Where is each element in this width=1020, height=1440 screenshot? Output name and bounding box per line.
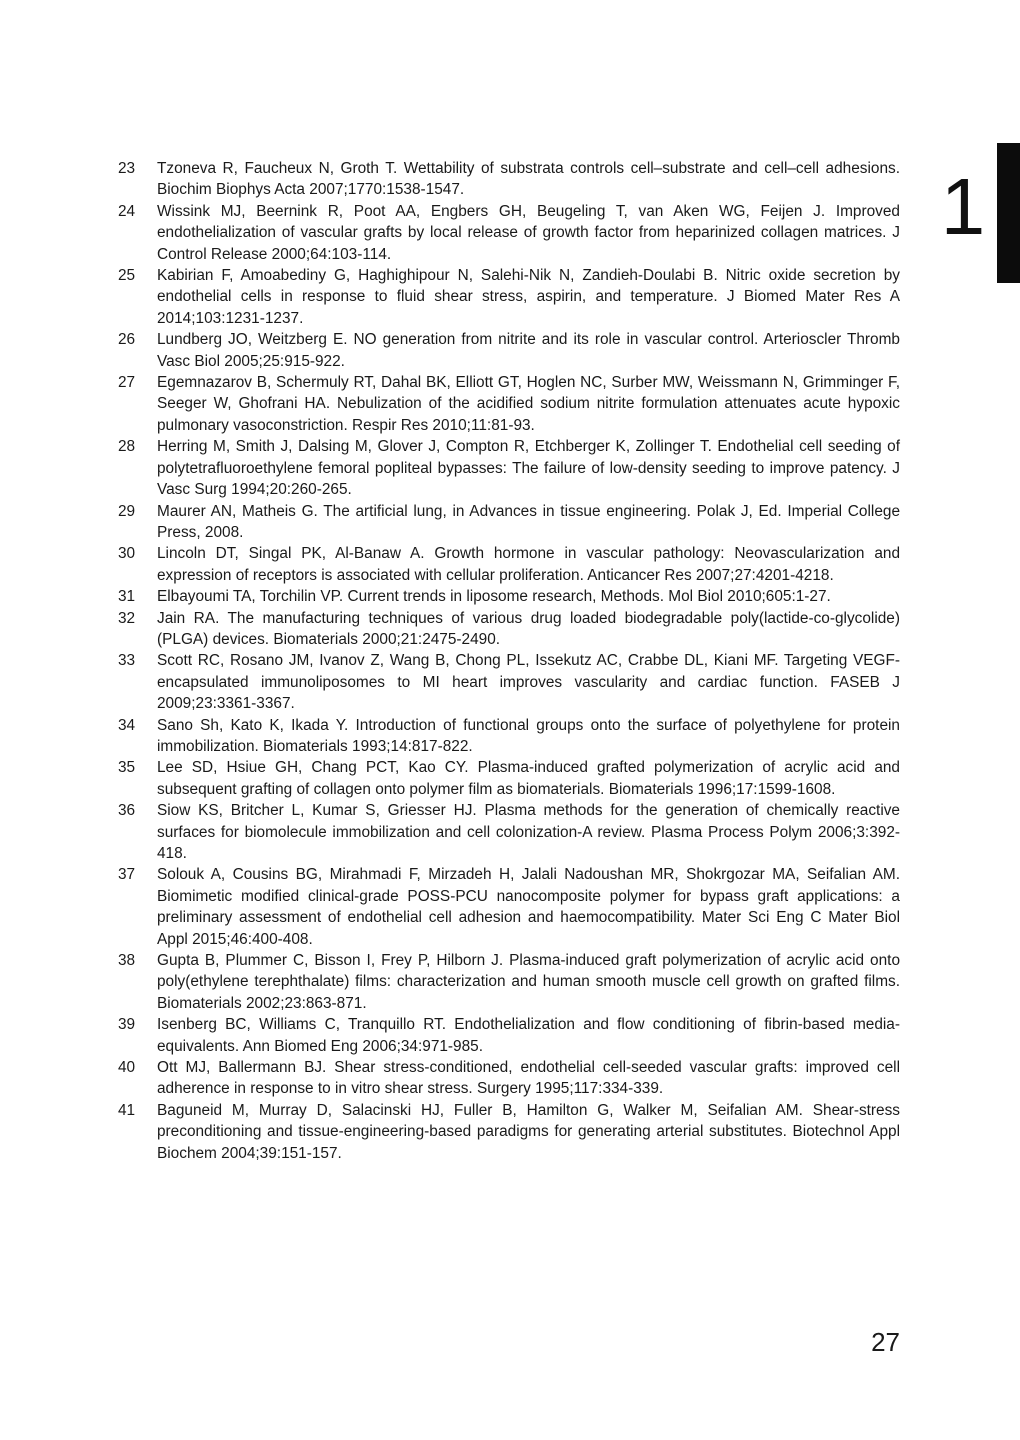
reference-text: Egemnazarov B, Schermuly RT, Dahal BK, Elliott GT, Hoglen NC, Surber MW, Weissmann N, Grimminger F, Seeger W, Ghofrani HA. Nebulization of the acidified sodium nitrite formulation attenuates acute hypoxic pulmonary vasoconstriction. Respir Res 2010;11:81-93.	[157, 374, 900, 434]
reference-number: 38	[118, 952, 136, 970]
reference-text: Baguneid M, Murray D, Salacinski HJ, Fuller B, Hamilton G, Walker M, Seifalian AM. Shear-stress preconditioning and tissue-engineering-based paradigms for generating arterial substitutes. Biotechnol Appl Biochem 2004;39:151-157.	[157, 1101, 900, 1162]
reference-number: 23	[118, 160, 136, 177]
reference-text: Gupta B, Plummer C, Bisson I, Frey P, Hilborn J. Plasma-induced graft polymerization of acrylic acid onto poly(ethylene terephthalate) films: characterization and human smooth muscle cell growth on grafted films. Biomaterials 2002;23:863-871.	[157, 952, 900, 1012]
chapter-tab-bar	[997, 143, 1020, 283]
reference-number: 36	[118, 802, 136, 820]
reference-item	[118, 501, 900, 544]
reference-item	[118, 1014, 900, 1057]
reference-number: 24	[118, 202, 136, 220]
reference-text: Lincoln DT, Singal PK, Al-Banaw A. Growth hormone in vascular pathology: Neovascularization and expression of receptors is associated with cellular proliferation. Anticancer Res 2007;27:4201-4218.	[157, 545, 900, 584]
reference-item	[118, 586, 900, 607]
reference-item	[118, 757, 900, 800]
reference-number: 31	[118, 588, 136, 606]
reference-text: Kabirian F, Amoabediny G, Haghighipour N, Salehi-Nik N, Zandieh-Doulabi B. Nitric oxide secretion by endothelial cells in response to fluid shear stress, aspirin, and temperature. J Biomed Mater Res A 2014;103:1231-1237.	[157, 267, 900, 327]
reference-item	[118, 608, 900, 651]
reference-text: Ott MJ, Ballermann BJ. Shear stress-conditioned, endothelial cell-seeded vascular grafts: improved cell adherence in response to in vitro shear stress. Surgery 1995;117:334-339.	[157, 1059, 900, 1098]
reference-item	[118, 543, 900, 586]
reference-text: Tzoneva R, Faucheux N, Groth T. Wettability of substrata controls cell–substrate and cell–cell adhesions. Biochim Biophys Acta 2007;1770:1538-1547.	[157, 160, 900, 199]
reference-number: 26	[118, 331, 136, 349]
reference-text: Elbayoumi TA, Torchilin VP. Current trends in liposome research, Methods. Mol Biol 2010;605:1-27.	[157, 588, 831, 606]
reference-number: 29	[118, 502, 136, 520]
reference-item	[118, 864, 900, 950]
reference-item	[118, 265, 900, 329]
reference-item	[118, 1100, 900, 1164]
reference-number: 39	[118, 1016, 136, 1034]
reference-number: 28	[118, 438, 136, 456]
reference-number: 34	[118, 716, 136, 734]
reference-text: Jain RA. The manufacturing techniques of various drug loaded biodegradable poly(lactide-co-glycolide) (PLGA) devices. Biomaterials 2000;21:2475-2490.	[157, 609, 900, 648]
reference-item	[118, 650, 900, 714]
reference-item	[118, 1057, 900, 1100]
reference-item	[118, 950, 900, 1014]
reference-number: 35	[118, 759, 136, 777]
reference-text: Lee SD, Hsiue GH, Chang PCT, Kao CY. Plasma-induced grafted polymerization of acrylic acid and subsequent grafting of collagen onto polymer film as biomaterials. Biomaterials 1996;17:1599-1608.	[157, 759, 900, 798]
reference-item	[118, 715, 900, 758]
reference-text: Sano Sh, Kato K, Ikada Y. Introduction of functional groups onto the surface of polyethylene for protein immobilization. Biomaterials 1993;14:817-822.	[157, 716, 900, 755]
reference-number: 25	[118, 267, 136, 285]
reference-text: Herring M, Smith J, Dalsing M, Glover J, Compton R, Etchberger K, Zollinger T. Endothelial cell seeding of polytetrafluoroethylene femoral popliteal bypasses: The failure of low-density seeding to improve patency. J Vasc Surg 1994;20:260-265.	[157, 438, 900, 499]
reference-text: Maurer AN, Matheis G. The artificial lung, in Advances in tissue engineering. Polak J, Ed. Imperial College Press, 2008.	[157, 502, 900, 541]
reference-text: Wissink MJ, Beernink R, Poot AA, Engbers GH, Beugeling T, van Aken WG, Feijen J. Improved endothelialization of vascular grafts by local release of growth factor from heparinized collagen matrices. J Control Release 2000;64:103-114.	[157, 202, 900, 263]
reference-text: Scott RC, Rosano JM, Ivanov Z, Wang B, Chong PL, Issekutz AC, Crabbe DL, Kiani MF. Targeting VEGF-encapsulated immunoliposomes to MI heart improves vascularity and cardiac function. FASEB J 2009;23:3361-3367.	[157, 652, 900, 713]
reference-item	[118, 372, 900, 436]
reference-item	[118, 800, 900, 864]
references-list	[118, 158, 900, 1164]
reference-number: 40	[118, 1059, 136, 1077]
reference-number: 27	[118, 374, 136, 392]
reference-text: Solouk A, Cousins BG, Mirahmadi F, Mirzadeh H, Jalali Nadoushan MR, Shokrgozar MA, Seifalian AM. Biomimetic modified clinical-grade POSS-PCU nanocomposite polymer for bypass graft applications: a preliminary assessment of endothelial cell adhesion and haemocompatibility. Mater Sci Eng C Mater Biol Appl 2015;46:400-408.	[157, 866, 900, 948]
reference-text: Isenberg BC, Williams C, Tranquillo RT. Endothelialization and flow conditioning of fibrin-based media-equivalents. Ann Biomed Eng 2006;34:971-985.	[157, 1016, 900, 1055]
reference-number: 33	[118, 652, 136, 670]
reference-item	[118, 201, 900, 265]
reference-item	[118, 158, 900, 201]
reference-number: 32	[118, 609, 136, 627]
reference-number: 37	[118, 866, 136, 884]
page-number: 27	[871, 1327, 900, 1357]
reference-text: Siow KS, Britcher L, Kumar S, Griesser HJ. Plasma methods for the generation of chemically reactive surfaces for biomolecule immobilization and cell colonization-A review. Plasma Process Polym 2006;3:392-418.	[157, 802, 900, 862]
reference-item	[118, 436, 900, 500]
reference-item	[118, 329, 900, 372]
reference-text: Lundberg JO, Weitzberg E. NO generation from nitrite and its role in vascular control. Arterioscler Thromb Vasc Biol 2005;25:915-922.	[157, 331, 900, 370]
reference-number: 30	[118, 545, 136, 563]
reference-number: 41	[118, 1101, 136, 1119]
chapter-number: 1	[940, 162, 986, 251]
